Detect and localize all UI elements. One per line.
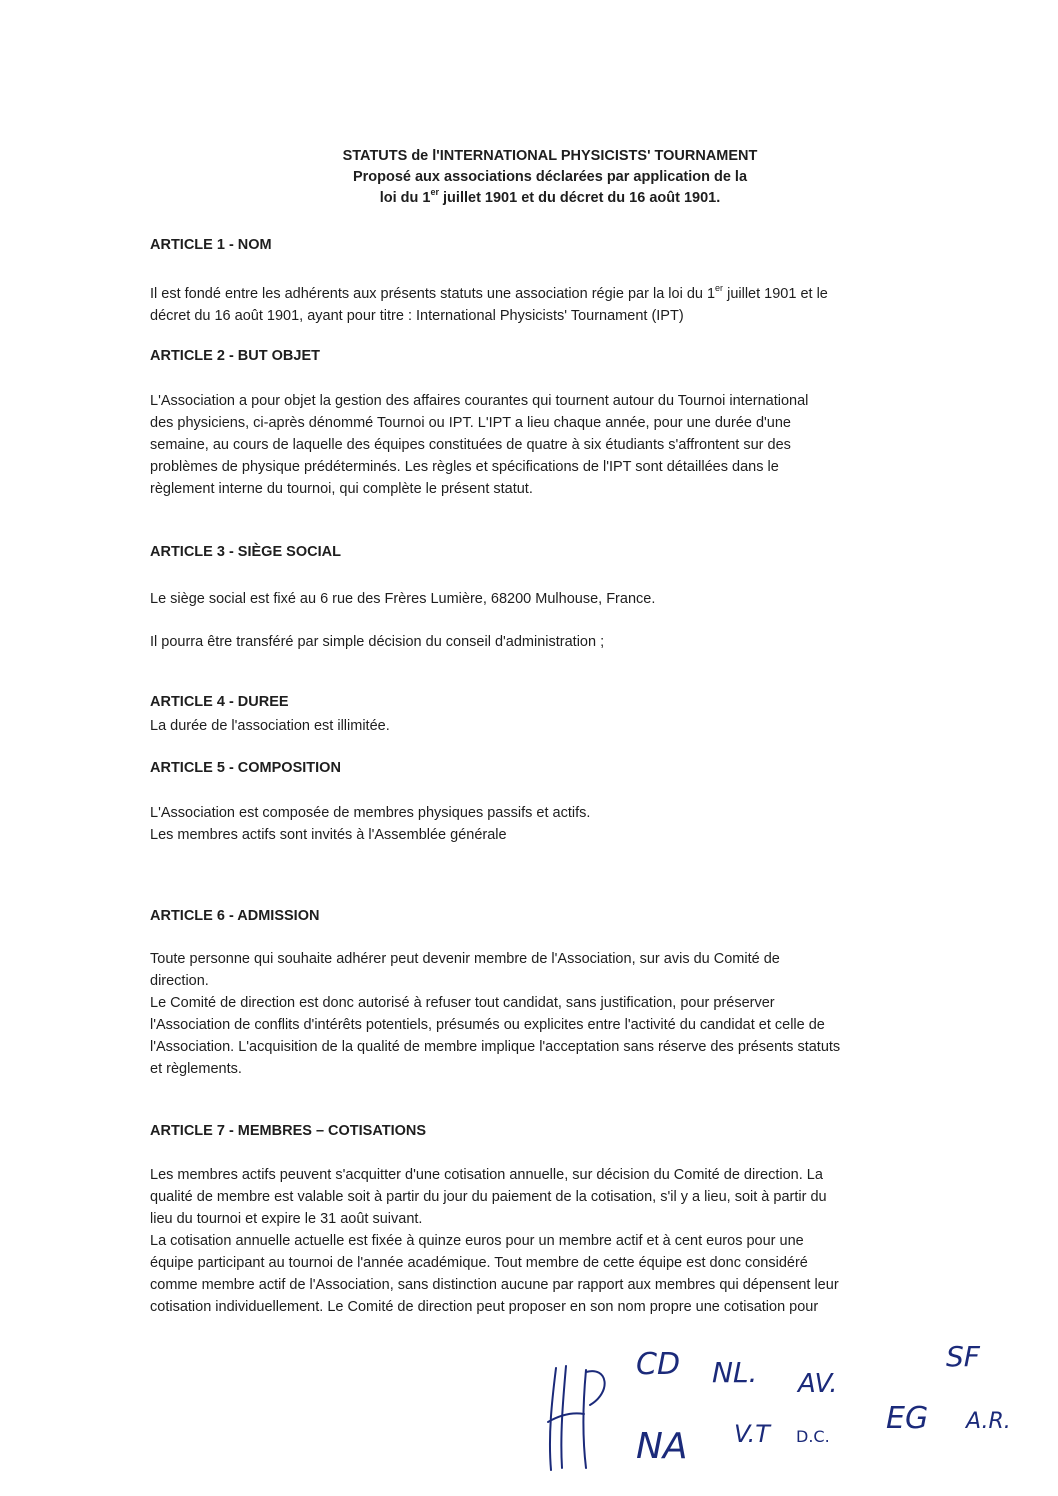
- initials-dc: D.C.: [796, 1427, 830, 1446]
- article-5-body: L'Association est composée de membres physiques passifs et actifs. Les membres actifs sont invités à l'Assemblée générale: [150, 805, 591, 843]
- initials-scribble: [548, 1366, 605, 1470]
- initials-nl: NL.: [712, 1356, 758, 1389]
- initials-sf: SF: [946, 1340, 980, 1373]
- handwritten-initials: [0, 1330, 1058, 1496]
- article-1-heading: ARTICLE 1 - NOM: [150, 237, 272, 253]
- article-7-heading: ARTICLE 7 - MEMBRES – COTISATIONS: [150, 1123, 427, 1139]
- initials-na: NA: [636, 1426, 688, 1467]
- initials-drawing: [0, 1330, 1058, 1496]
- article-7-body: Les membres actifs peuvent s'acquitter d'une cotisation annuelle, sur décision du Comité de direction. La qualité de membre est valable soit à partir du jour du paiement de la cotisation, s'il y a lieu, soit à partir du lieu du tournoi et expire le 31 août suivant. La cotisation annuelle actuelle est fixée à quinze euros pour un membre actif et à cent euros pour une équipe participant au tournoi de l'année académique. Tout membre de cette équipe est donc considéré comme membre actif de l'Association, sans distinction aucune par rapport aux membres qui dépensent leur cotisation individuellement. Le Comité de direction peut proposer en son nom propre une cotisation pour: [150, 1167, 839, 1315]
- title-line-1: STATUTS de l'INTERNATIONAL PHYSICISTS' TOURNAMENT: [342, 148, 758, 164]
- initials-vt: V.T: [734, 1420, 770, 1448]
- article-3-heading: ARTICLE 3 - SIÈGE SOCIAL: [150, 544, 341, 560]
- article-4-heading: ARTICLE 4 - DUREE: [150, 694, 289, 710]
- article-3-paragraph-1: Le siège social est fixé au 6 rue des Frères Lumière, 68200 Mulhouse, France.: [150, 591, 656, 607]
- article-5-heading: ARTICLE 5 - COMPOSITION: [150, 760, 341, 776]
- initials-ar: A.R.: [966, 1409, 1011, 1434]
- initials-cd: CD: [636, 1347, 681, 1382]
- article-6-body: Toute personne qui souhaite adhérer peut devenir membre de l'Association, sur avis du Comité de direction. Le Comité de direction est donc autorisé à refuser tout candidat, sans justification, pour préserver l'Association de conflits d'intérêts potentiels, présumés ou explicites entre l'activité du candidat et celle de l'Association. L'acquisition de la qualité de membre implique l'acceptation sans réserve des présents statuts et règlements.: [150, 951, 841, 1077]
- article-2-heading: ARTICLE 2 - BUT OBJET: [150, 348, 320, 364]
- article-4-body: La durée de l'association est illimitée.: [150, 718, 390, 734]
- document-title: [250, 146, 850, 209]
- article-6-heading: ARTICLE 6 - ADMISSION: [150, 908, 320, 924]
- article-1-body: Il est fondé entre les adhérents aux présents statuts une association régie par la loi du 1er juillet 1901 et le décret du 16 août 1901, ayant pour titre : International Physicists' Tournament (IPT): [150, 283, 828, 324]
- initials-av: AV.: [798, 1369, 838, 1399]
- article-2-body: L'Association a pour objet la gestion des affaires courantes qui tournent autour du Tournoi international des physiciens, ci-après dénommé Tournoi ou IPT. L'IPT a lieu chaque année, pour une durée d'une semaine, au cours de laquelle des équipes constituées de quatre à six étudiants s'affrontent sur des problèmes de physique prédéterminés. Les règles et spécifications de l'IPT sont détaillées dans le règlement interne du tournoi, qui complète le présent statut.: [150, 393, 809, 497]
- title-line-2: Proposé aux associations déclarées par application de la: [352, 169, 748, 185]
- article-3-paragraph-2: Il pourra être transféré par simple décision du conseil d'administration ;: [150, 634, 605, 650]
- title-line-3: loi du 1er juillet 1901 et du décret du 16 août 1901.: [379, 187, 721, 206]
- initials-eg: EG: [886, 1401, 929, 1436]
